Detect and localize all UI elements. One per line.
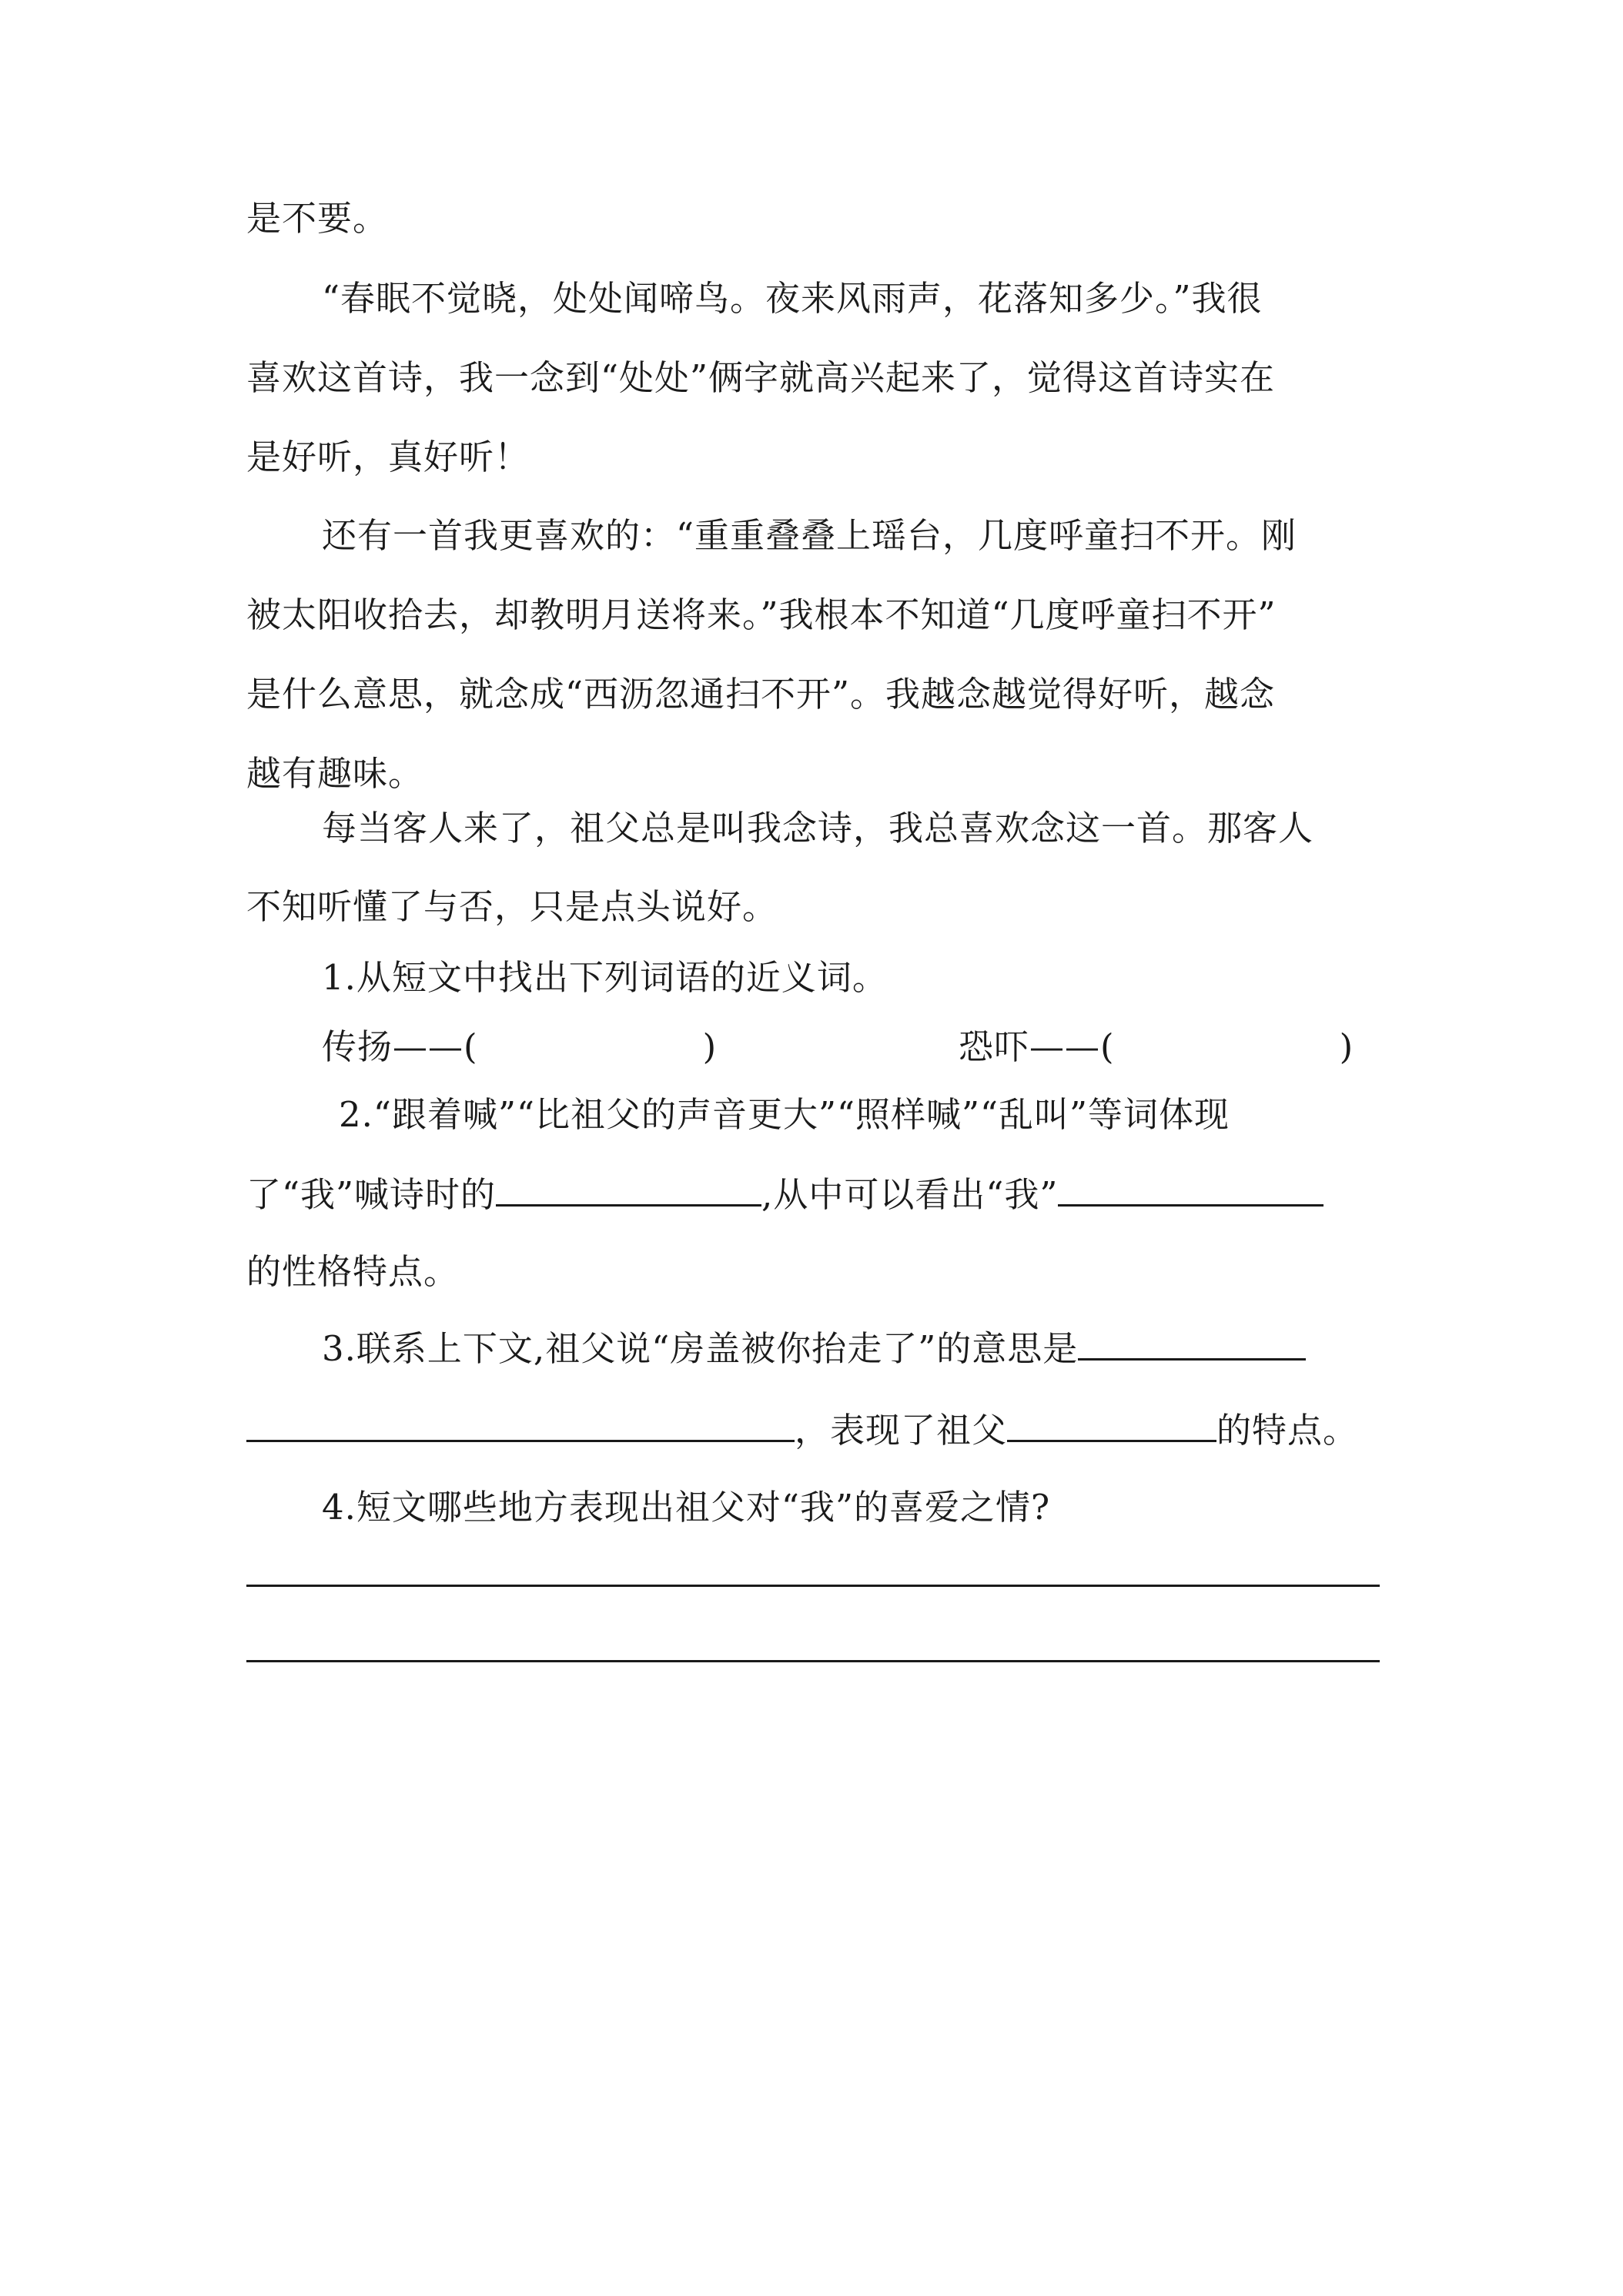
synonym-item-b: 恐吓——( [959, 1026, 1115, 1067]
question-3-text-b: 的特点。 [1216, 1410, 1359, 1451]
synonym-item-a-close: ) [702, 1026, 718, 1067]
synonym-item-b-close: ) [1339, 1026, 1354, 1067]
passage-line: 还有一首我更喜欢的：“重重叠叠上瑶台，几度呼童扫不开。刚 [322, 515, 1297, 556]
answer-line[interactable] [246, 1585, 1380, 1587]
passage-line: 是不要。 [246, 198, 389, 239]
question-2-line: 2.“跟着喊”“比祖父的声音更大”“照样喊”“乱叫”等词体现 [339, 1094, 1230, 1135]
question-3-line [246, 1407, 1358, 1454]
question-2-line: 的性格特点。 [246, 1251, 460, 1292]
question-2-text-a: 了“我”喊诗时的 [246, 1174, 497, 1215]
passage-line: 不知听懂了与否，只是点头说好。 [246, 886, 778, 927]
answer-blank[interactable] [1078, 1326, 1306, 1361]
passage-line: 被太阳收拾去，却教明月送将来。”我根本不知道“几度呼童扫不开” [246, 594, 1277, 635]
answer-blank[interactable] [1007, 1407, 1216, 1442]
passage-line: 每当客人来了，祖父总是叫我念诗，我总喜欢念这一首。那客人 [322, 808, 1314, 848]
synonym-item-a: 传扬——( [322, 1026, 478, 1067]
passage-line: 是好听，真好听！ [246, 437, 530, 477]
passage-line: “春眠不觉晓，处处闻啼鸟。夜来风雨声，花落知多少。”我很 [322, 278, 1263, 319]
answer-blank[interactable] [1058, 1172, 1323, 1207]
question-4-prompt: 4.短文哪些地方表现出祖父对“我”的喜爱之情? [322, 1487, 1051, 1528]
question-2-line [246, 1172, 1323, 1218]
passage-line: 喜欢这首诗，我一念到“处处”俩字就高兴起来了，觉得这首诗实在 [246, 357, 1276, 398]
question-2-text-b: ,从中可以看出“我” [761, 1174, 1059, 1215]
question-1-item-b [959, 1024, 1354, 1070]
answer-blank[interactable] [496, 1172, 761, 1207]
question-1-prompt: 1.从短文中找出下列词语的近义词。 [322, 957, 888, 998]
passage-line: 是什么意思，就念成“西沥忽通扫不开”。我越念越觉得好听，越念 [246, 674, 1276, 715]
answer-line[interactable] [246, 1660, 1380, 1662]
question-3-text: 3.联系上下文,祖父说“房盖被你抬走了”的意思是 [322, 1328, 1079, 1369]
question-1-items [322, 1024, 717, 1070]
question-3-text-a: ，表现了祖父 [795, 1410, 1008, 1451]
question-3-line [322, 1326, 1306, 1372]
answer-blank[interactable] [246, 1407, 795, 1442]
passage-line: 越有趣味。 [246, 753, 424, 794]
